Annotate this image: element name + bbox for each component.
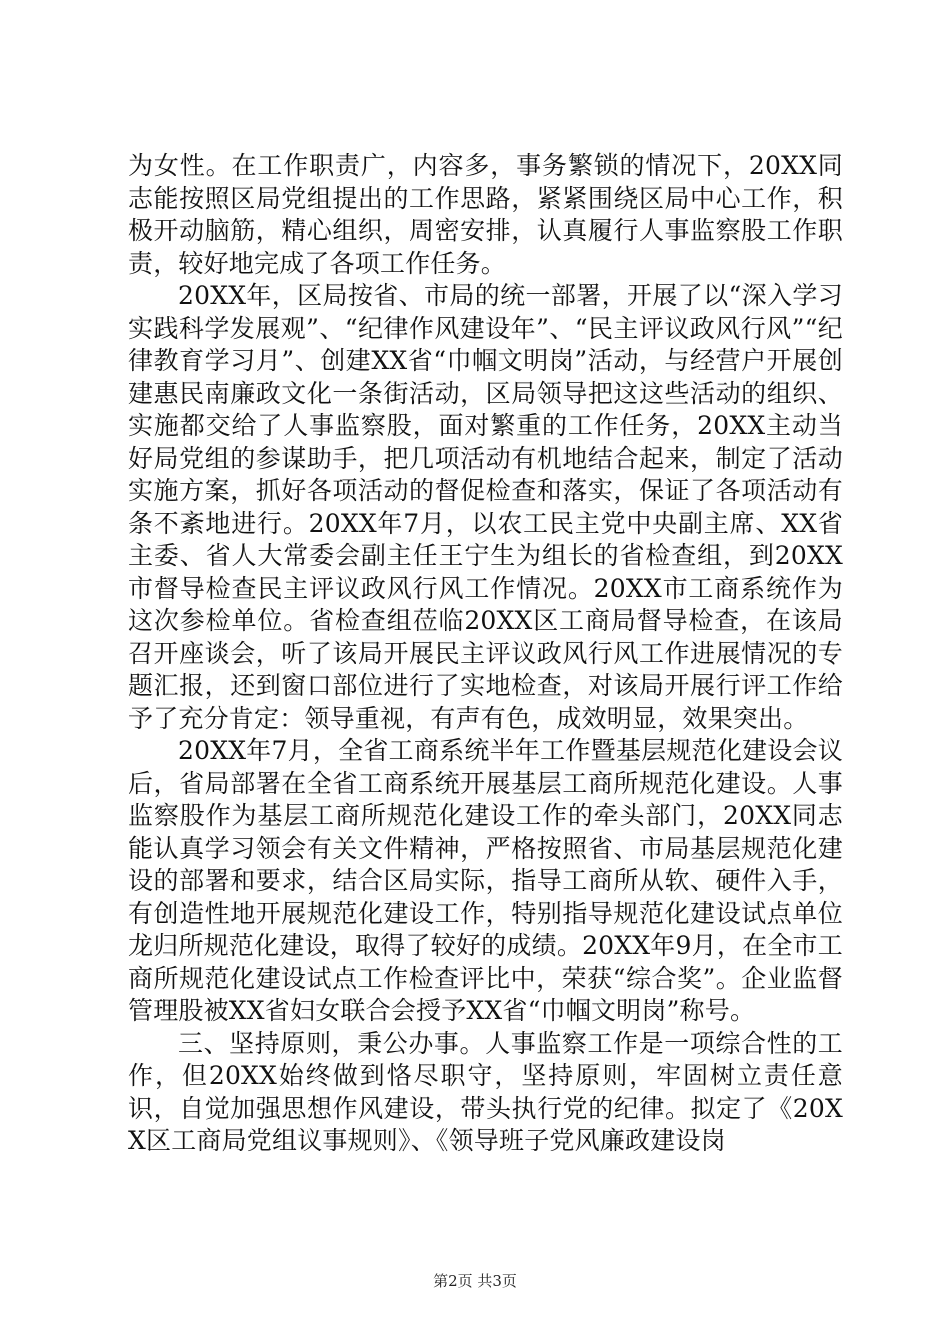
document-body <box>128 150 843 1158</box>
paragraph-principles: 三、坚持原则，秉公办事。人事监察工作是一项综合性的工作，但20XX始终做到恪尽职守，坚持原则，牢固树立责任意识，自觉加强思想作风建设，带头执行党的纪律。拟定了《20XX区工商局党组议事规则》、《领导班子党风廉政建设岗 <box>128 1028 843 1155</box>
paragraph-standardization: 20XX年7月，全省工商系统半年工作暨基层规范化建设会议后，省局部署在全省工商系统开展基层工商所规范化建设。人事监察股作为基层工商所规范化建设工作的牵头部门，20XX同志能认真学习领会有关文件精神，严格按照省、市局基层规范化建设的部署和要求，结合区局实际，指导工商所从软、硬件入手，有创造性地开展规范化建设工作，特别指导规范化建设试点单位龙归所规范化建设，取得了较好的成绩。20XX年9月，在全市工商所规范化建设试点工作检查评比中，荣获“综合奖”。企业监督管理股被XX省妇女联合会授予XX省“巾帼文明岗”称号。 <box>128 736 843 1025</box>
paragraph-activities: 20XX年，区局按省、市局的统一部署，开展了以“深入学习实践科学发展观”、“纪律作风建设年”、“民主评议政风行风”“纪律教育学习月”、创建XX省“巾帼文明岗”活动，与经营户开展创建惠民南廉政文化一条街活动，区局领导把这这些活动的组织、实施都交给了人事监察股，面对繁重的工作任务，20XX主动当好局党组的参谋助手，把几项活动有机地结合起来，制定了活动实施方案，抓好各项活动的督促检查和落实，保证了各项活动有条不紊地进行。20XX年7月，以农工民主党中央副主席、XX省主委、省人大常委会副主任王宁生为组长的省检查组，到20XX市督导检查民主评议政风行风工作情况。20XX市工商系统作为这次参检单位。省检查组莅临20XX区工商局督导检查，在该局召开座谈会，听了该局开展民主评议政风行风工作进展情况的专题汇报，还到窗口部位进行了实地检查，对该局开展行评工作给予了充分肯定：领导重视，有声有色，成效明显，效果突出。 <box>128 281 843 733</box>
paragraph-continuation: 为女性。在工作职责广，内容多，事务繁锁的情况下，20XX同志能按照区局党组提出的工作思路，紧紧围绕区局中心工作，积极开动脑筋，精心组织，周密安排，认真履行人事监察股工作职责，较好地完成了各项工作任务。 <box>128 151 843 278</box>
page-number-footer: 第2页 共3页 <box>433 1272 517 1290</box>
